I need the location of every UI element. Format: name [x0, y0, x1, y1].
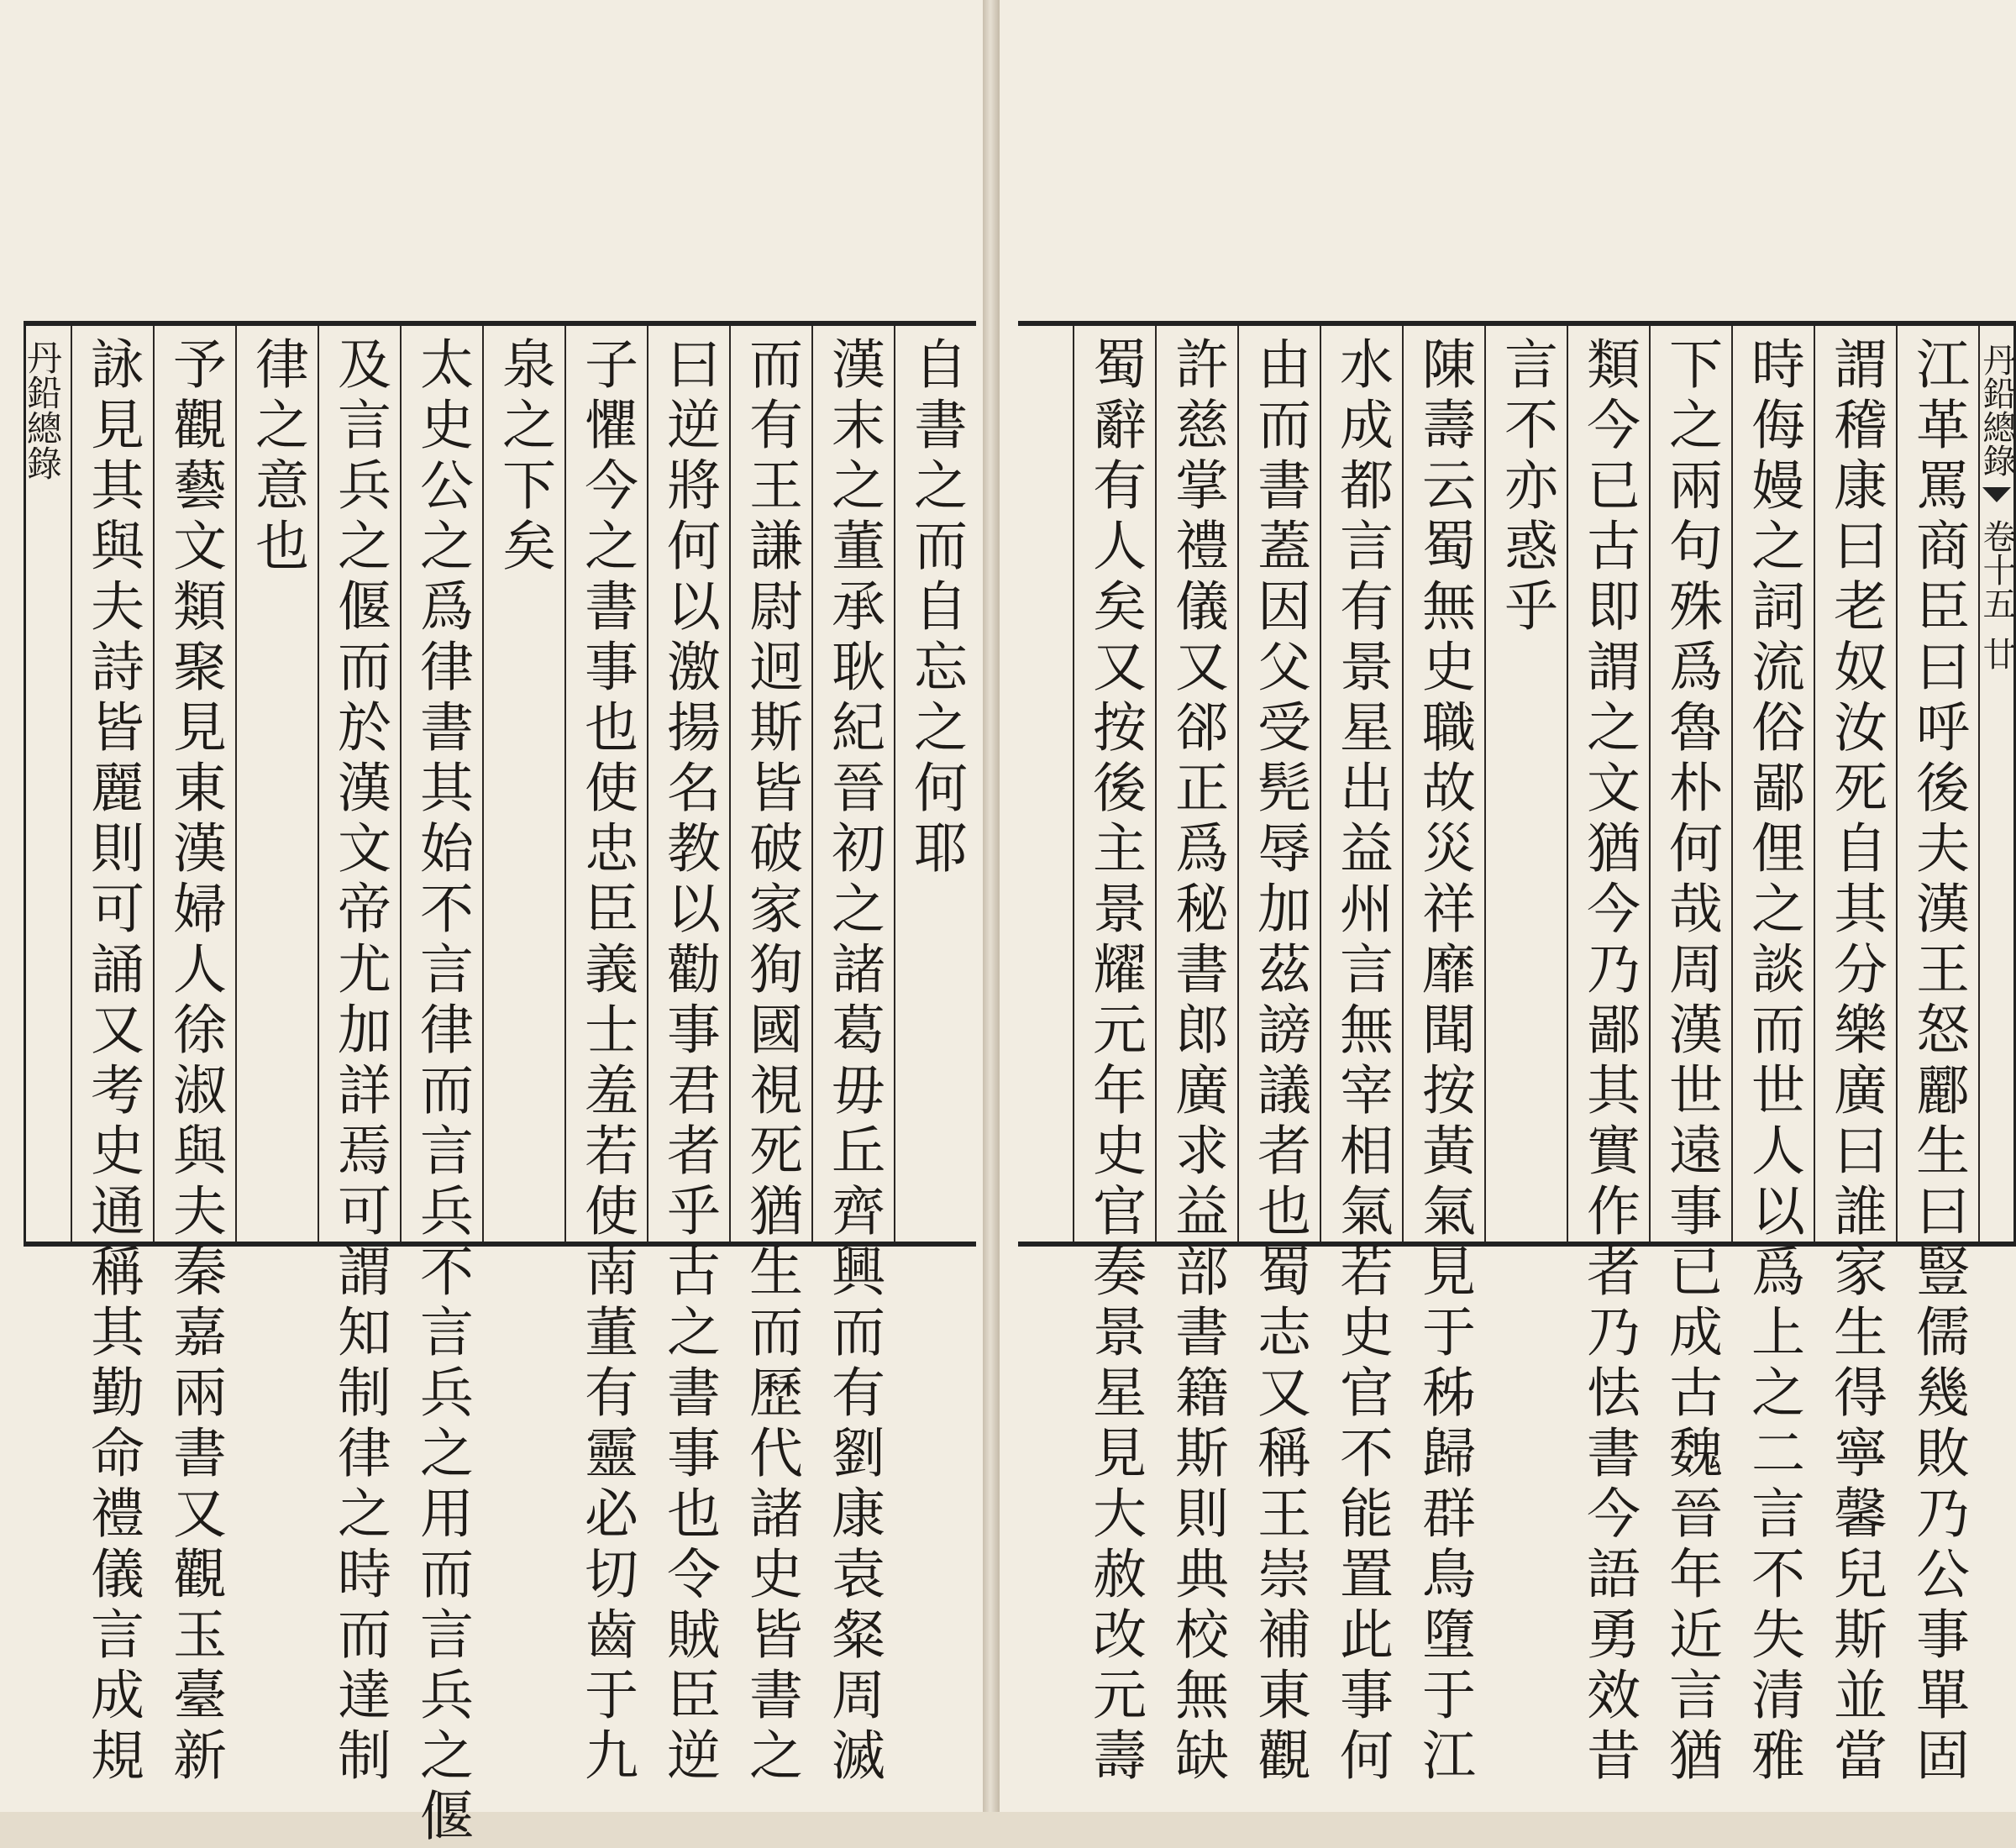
right-page-columns	[1018, 326, 2016, 1788]
left-page-frame	[22, 321, 976, 1848]
text-column: 律之意也	[235, 326, 318, 1242]
right-page	[1000, 0, 2016, 1812]
text-column: 子懼今之書事也使忠臣義士羞若使南董有靈必切齒于九	[564, 326, 647, 1242]
book-title-strip: 丹鉛總錄	[22, 339, 63, 480]
text-column: 而有王謙尉迥斯皆破家狥國視死猶生而歷代諸史皆書之	[729, 326, 811, 1242]
leaf-number: 廿	[1977, 637, 2016, 670]
left-page-center-strip	[22, 326, 63, 1242]
frame-margin	[1018, 326, 1073, 1242]
text-column: 曰逆將何以激揚名教以勸事君者乎古之書事也令賊臣逆	[647, 326, 729, 1242]
left-page-columns	[22, 326, 976, 1848]
text-column: 予觀藝文類聚見東漢婦人徐淑與夫秦嘉兩書又觀玉臺新	[153, 326, 235, 1242]
text-column: 許慈掌禮儀又郤正爲秘書郎廣求益部書籍斯則典校無缺	[1155, 326, 1237, 1242]
text-column: 江革罵商臣曰呼後夫漢王怒酈生曰豎儒幾敗乃公事單固	[1896, 326, 1978, 1242]
book-title-strip: 丹鉛總錄	[1977, 343, 2016, 477]
fishtail-mark-icon	[1982, 487, 2011, 502]
text-column: 水成都言有景星出益州言無宰相氣若史官不能置此事何	[1320, 326, 1402, 1242]
text-column: 漢末之董承耿紀晉初之諸葛毋丘齊興而有劉康袁粲周滅	[811, 326, 894, 1242]
text-column: 太史公之爲律書其始不言律而言兵不言兵之用而言兵之偃	[400, 326, 482, 1242]
text-column: 陳壽云蜀無史職故災祥靡聞按黃氣見于秭歸群鳥墮于江	[1402, 326, 1484, 1242]
text-column: 下之兩句殊爲魯朴何哉周漢世遠事已成古魏晉年近言猶	[1649, 326, 1731, 1242]
text-column: 謂稽康曰老奴汝死自其分樂廣曰誰家生得寧馨兒斯並當	[1814, 326, 1896, 1242]
text-column: 類今已古即謂之文猶今乃鄙其實作者乃怯書今語勇效昔	[1567, 326, 1649, 1242]
text-column: 泉之下矣	[482, 326, 564, 1242]
right-page-center-strip	[1977, 326, 2016, 1242]
text-column: 由而書蓋因父受髡辱加茲謗議者也蜀志又稱王崇補東觀	[1237, 326, 1320, 1242]
text-column: 及言兵之偃而於漢文帝尤加詳焉可謂知制律之時而達制	[318, 326, 400, 1242]
text-column: 自書之而自忘之何耶	[894, 326, 976, 1242]
text-column: 詠見其與夫詩皆麗則可誦又考史通稱其勤命禮儀言成規	[71, 326, 153, 1242]
left-page	[0, 0, 983, 1848]
text-column: 言不亦惑乎	[1484, 326, 1567, 1242]
book-gutter	[983, 0, 1000, 1812]
volume-marker: 卷十五	[1977, 519, 2016, 620]
text-column: 時侮嫚之詞流俗鄙俚之談而世人以爲上之二言不失清雅	[1731, 326, 1814, 1242]
right-page-frame	[1018, 321, 2016, 1788]
text-column: 蜀辭有人矣又按後主景耀元年史官奏景星見大赦改元壽	[1073, 326, 1155, 1242]
